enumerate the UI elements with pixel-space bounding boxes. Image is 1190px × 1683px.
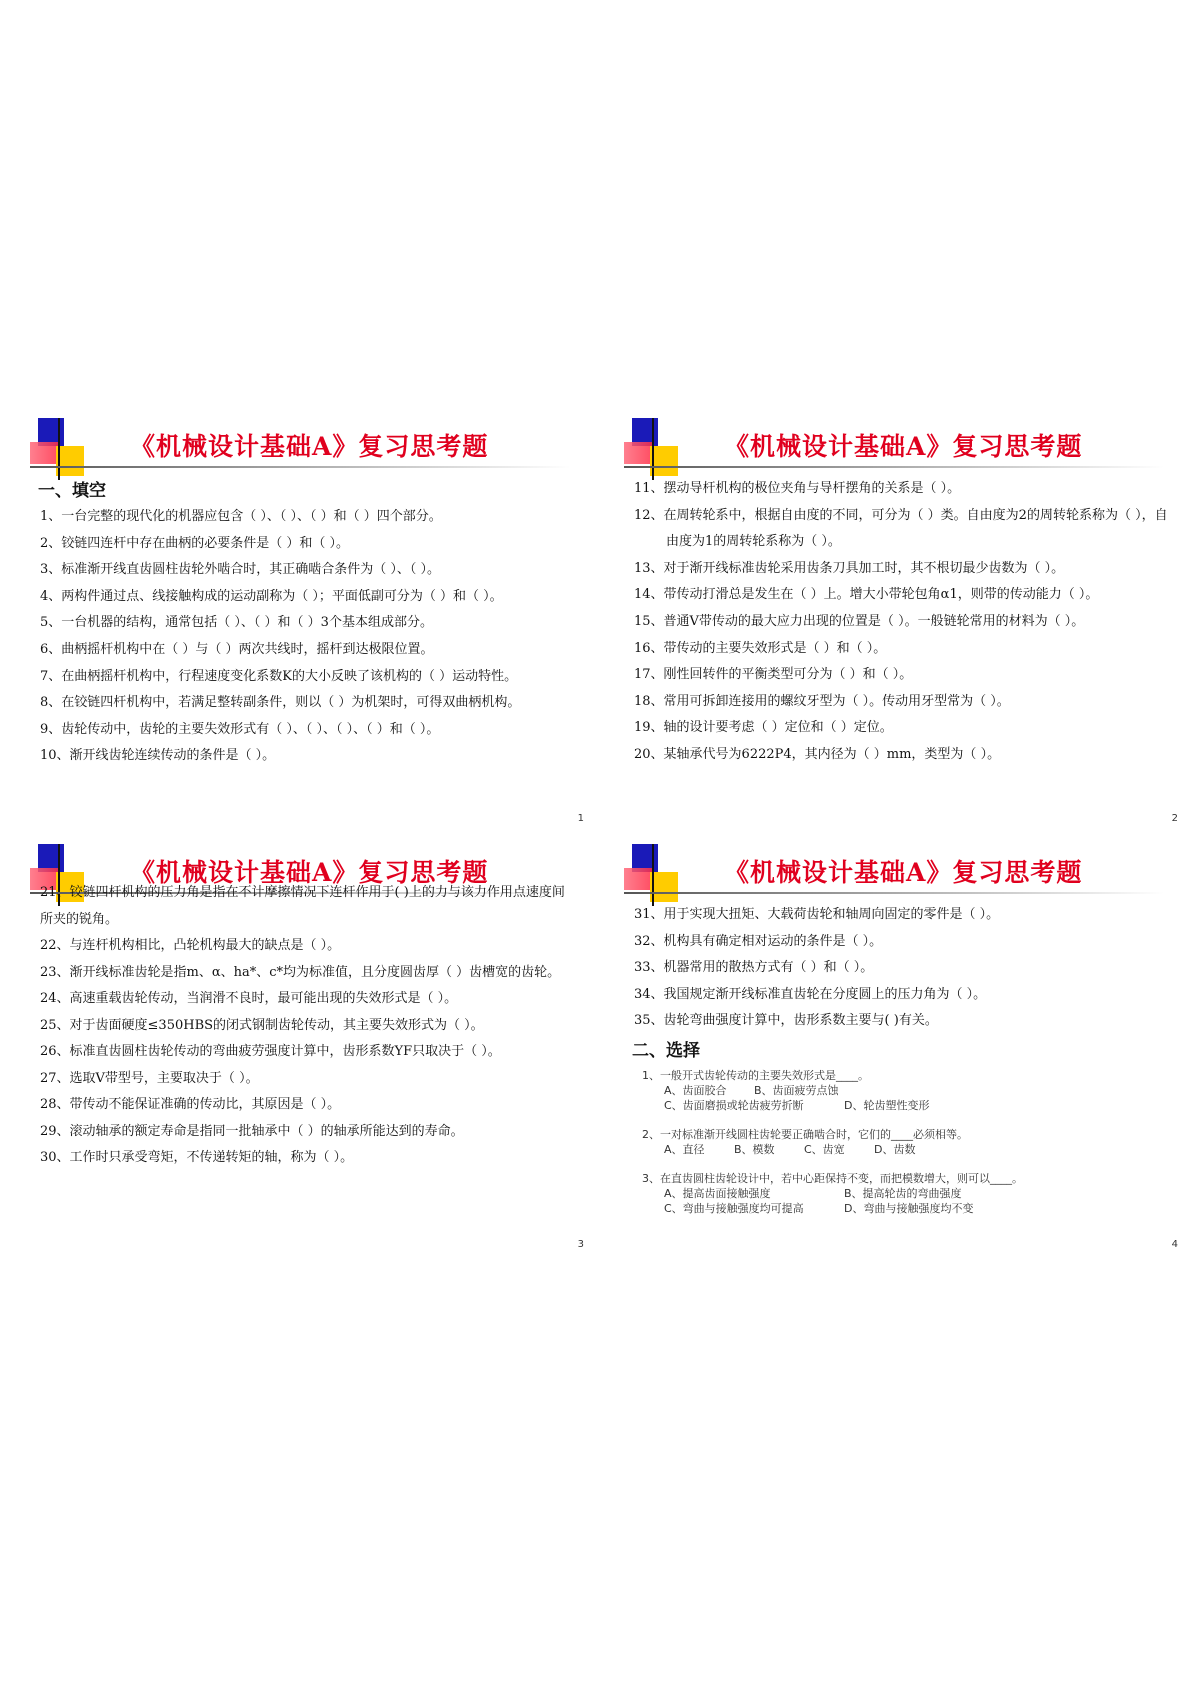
question-item: 31、用于实现大扭矩、大载荷齿轮和轴周向固定的零件是（ ）。: [634, 907, 1000, 922]
choice-option: B、模数: [734, 1143, 775, 1156]
title-underline: [30, 466, 570, 468]
slide-title: 《机械设计基础A》复习思考题: [724, 858, 1083, 887]
question-item: 6、曲柄摇杆机构中在（ ）与（ ）两次共线时，摇杆到达极限位置。: [40, 641, 434, 657]
question-item: 9、齿轮传动中，齿轮的主要失效形式有（ ）、（ ）、（ ）、（ ）和（ ）。: [40, 721, 440, 737]
question-item: 16、带传动的主要失效形式是（ ）和（ ）。: [634, 640, 887, 656]
choice-option: C、齿面磨损或轮齿疲劳折断: [664, 1099, 804, 1112]
question-list: [634, 902, 1170, 1035]
decoration-logo: [30, 418, 110, 478]
question-item: 23、渐开线标准齿轮是指m、α、ha*、c*均为标准值，且分度圆齿厚（ ）齿槽宽的齿轮。: [40, 964, 561, 980]
question-item: 17、刚性回转件的平衡类型可分为（ ）和（ ）。: [634, 667, 913, 683]
page-number: 4: [1171, 1239, 1178, 1250]
question-item: 15、普通V带传动的最大应力出现的位置是（ ）。一般链轮常用的材料为（ ）。: [634, 613, 1085, 629]
choice-question: [642, 1068, 1174, 1113]
question-list: [40, 880, 576, 1172]
page-number: 3: [577, 1239, 584, 1250]
question-item: 20、某轴承代号为6222P4，其内径为（ ）mm，类型为（ ）。: [634, 746, 1001, 762]
choice-option: A、提高齿面接触强度: [664, 1187, 771, 1200]
choice-question: [642, 1171, 1174, 1216]
question-item: 30、工作时只承受弯矩，不传递转矩的轴，称为（ ）。: [40, 1150, 354, 1165]
slide-4: [624, 844, 1184, 1254]
decoration-logo: [624, 844, 704, 904]
question-item: 2、铰链四连杆中存在曲柄的必要条件是（ ）和（ ）。: [40, 535, 350, 551]
question-item: 26、标准直齿圆柱齿轮传动的弯曲疲劳强度计算中，齿形系数YF只取决于（ ）。: [40, 1044, 501, 1059]
question-item: 28、带传动不能保证准确的传动比，其原因是（ ）。: [40, 1097, 341, 1112]
slide-title: 《机械设计基础A》复习思考题: [130, 858, 489, 887]
question-item: 12、在周转轮系中，根据自由度的不同，可分为（ ）类。自由度为2的周转轮系称为（ ），自由度为1的周转轮系称为（ ）。: [634, 507, 1168, 550]
question-item: 33、机器常用的散热方式有（ ）和（ ）。: [634, 960, 874, 976]
choice-option: D、齿数: [874, 1143, 916, 1156]
slide-3: [30, 844, 590, 1254]
question-item: 25、对于齿面硬度≤350HBS的闭式钢制齿轮传动，其主要失效形式为（ ）。: [40, 1017, 484, 1033]
choice-option: B、齿面疲劳点蚀: [754, 1084, 839, 1097]
question-item: 13、对于渐开线标准齿轮采用齿条刀具加工时，其不根切最少齿数为（ ）。: [634, 560, 1065, 576]
question-item: 3、标准渐开线直齿圆柱齿轮外啮合时，其正确啮合条件为（ ）、（ ）。: [40, 562, 441, 578]
question-item: 10、渐开线齿轮连续传动的条件是（ ）。: [40, 748, 276, 764]
choice-option: D、轮齿塑性变形: [844, 1099, 930, 1112]
question-item: 35、齿轮弯曲强度计算中，齿形系数主要与( )有关。: [634, 1013, 938, 1029]
slide-title: 《机械设计基础A》复习思考题: [724, 432, 1083, 461]
question-list: [634, 476, 1170, 769]
choice-option: A、直径: [664, 1143, 705, 1156]
page-number: 1: [577, 813, 584, 824]
question-item: 8、在铰链四杆机构中，若满足整转副条件，则以（ ）为机架时，可得双曲柄机构。: [40, 695, 521, 711]
question-item: 22、与连杆机构相比，凸轮机构最大的缺点是（ ）。: [40, 938, 341, 953]
question-item: 18、常用可拆卸连接用的螺纹牙型为（ ）。传动用牙型常为（ ）。: [634, 693, 1010, 709]
question-item: 1、一台完整的现代化的机器应包含（ ）、（ ）、（ ）和（ ）四个部分。: [40, 509, 442, 524]
question-item: 19、轴的设计要考虑（ ）定位和（ ）定位。: [634, 720, 893, 736]
title-underline: [624, 466, 1164, 468]
question-item: 32、机构具有确定相对运动的条件是（ ）。: [634, 933, 883, 949]
section-heading: 一、填空: [38, 481, 106, 501]
choice-option: D、弯曲与接触强度均不变: [844, 1202, 974, 1215]
question-item: 4、两构件通过点、线接触构成的运动副称为（ ）；平面低副可分为（ ）和（ ）。: [40, 588, 503, 604]
question-item: 34、我国规定渐开线标准直齿轮在分度圆上的压力角为（ ）。: [634, 986, 987, 1002]
question-item: 27、选取V带型号，主要取决于（ ）。: [40, 1070, 259, 1086]
question-item: 21、铰链四杆机构的压力角是指在不计摩擦情况下连杆作用于( )上的力与该力作用点速度间所夹的锐角。: [40, 885, 565, 927]
slide-1: [30, 418, 590, 828]
question-item: 14、带传动打滑总是发生在（ ）上。增大小带轮包角α1，则带的传动能力（ ）。: [634, 587, 1099, 603]
choice-option: A、齿面胶合: [664, 1084, 727, 1097]
question-item: 11、摆动导杆机构的极位夹角与导杆摆角的关系是（ ）。: [634, 481, 961, 496]
choice-list: [642, 1068, 1174, 1230]
choice-question: [642, 1127, 1174, 1157]
choice-stem: 1、一般开式齿轮传动的主要失效形式是____。: [642, 1069, 869, 1082]
slide-title: 《机械设计基础A》复习思考题: [130, 432, 489, 461]
choice-option: C、齿宽: [804, 1143, 845, 1156]
question-list: [40, 504, 576, 770]
choice-stem: 3、在直齿圆柱齿轮设计中，若中心距保持不变，而把模数增大，则可以____。: [642, 1172, 1023, 1185]
page-number: 2: [1171, 813, 1178, 824]
section-heading: 二、选择: [632, 1041, 700, 1061]
question-item: 24、高速重载齿轮传动，当润滑不良时，最可能出现的失效形式是（ ）。: [40, 991, 458, 1006]
choice-stem: 2、一对标准渐开线圆柱齿轮要正确啮合时，它们的____必须相等。: [642, 1128, 968, 1141]
decoration-logo: [624, 418, 704, 478]
title-underline: [624, 892, 1164, 894]
question-item: 7、在曲柄摇杆机构中，行程速度变化系数K的大小反映了该机构的（ ）运动特性。: [40, 668, 518, 684]
slide-2: [624, 418, 1184, 828]
question-item: 29、滚动轴承的额定寿命是指同一批轴承中（ ）的轴承所能达到的寿命。: [40, 1123, 464, 1139]
choice-option: C、弯曲与接触强度均可提高: [664, 1202, 804, 1215]
question-item: 5、一台机器的结构，通常包括（ ）、（ ）和（ ）3个基本组成部分。: [40, 615, 433, 631]
choice-option: B、提高轮齿的弯曲强度: [844, 1187, 962, 1200]
